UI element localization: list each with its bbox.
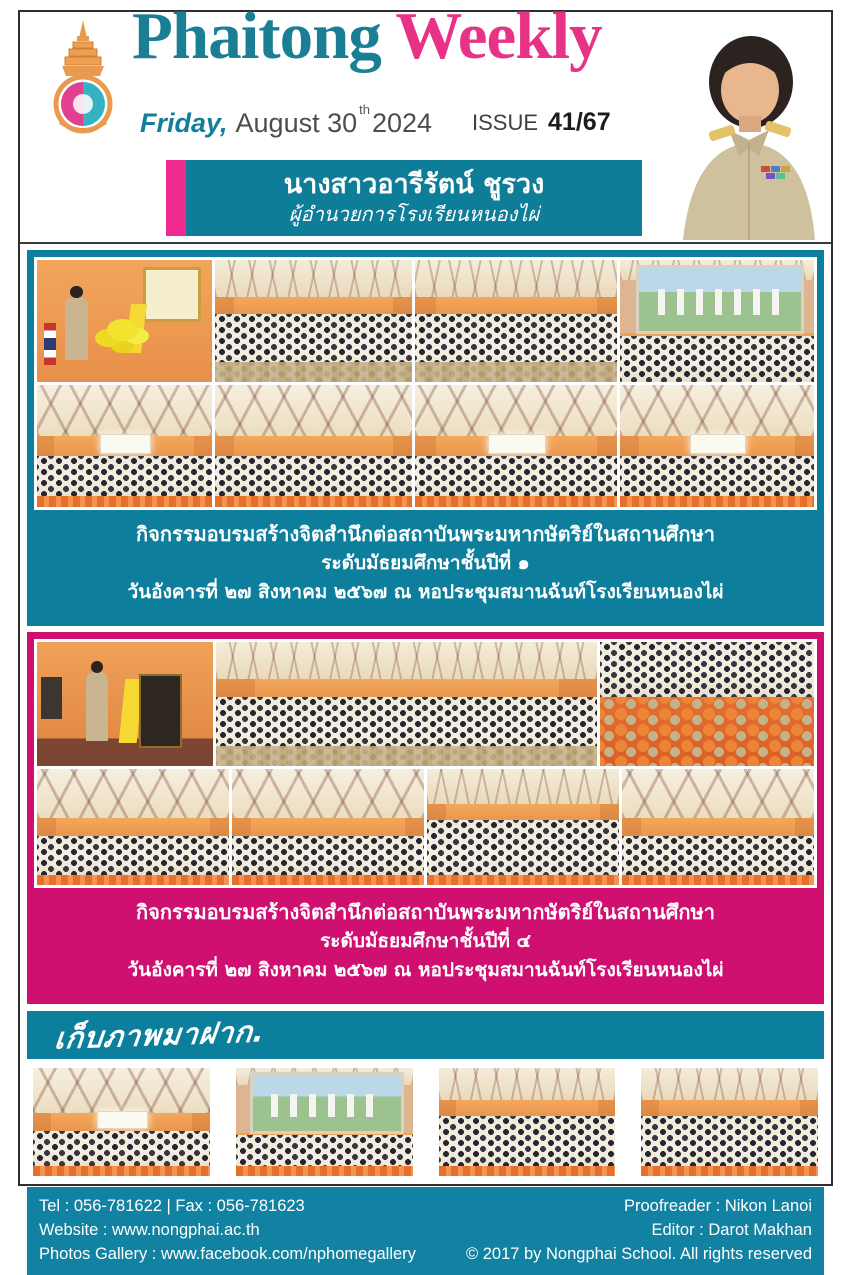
- footer-website: Website : www.nongphai.ac.th: [39, 1220, 260, 1239]
- section-m4-activity: [27, 632, 824, 1004]
- pink-accent-bar: [166, 160, 186, 236]
- director-photo: [673, 24, 825, 240]
- date-ordinal: th: [359, 102, 370, 117]
- issue-number: 41/67: [548, 108, 611, 136]
- caption-line: กิจกรรมอบรมสร้างจิตสำนึกต่อสถาบันพระมหากษัตริย์ในสถานศึกษา: [136, 522, 715, 546]
- photo: [620, 260, 814, 382]
- photo: [622, 769, 814, 885]
- director-title: ผู้อำนวยการโรงเรียนหนองไผ่: [288, 202, 540, 227]
- photo: [215, 260, 413, 382]
- page-frame: [18, 0, 833, 1263]
- photo: [439, 1068, 616, 1176]
- footer-bar: [27, 1187, 824, 1275]
- photo: [415, 385, 617, 507]
- footer-contact: [39, 1195, 416, 1267]
- section-m1-activity: [27, 250, 824, 626]
- newsletter-title: [132, 0, 602, 75]
- date-year: 2024: [371, 108, 433, 138]
- photo: [600, 642, 814, 766]
- gallery-banner-label: เก็บภาพมาฝาก.: [52, 1014, 267, 1056]
- caption-line: ระดับมัธยมศึกษาชั้นปีที่ ๑: [321, 552, 530, 574]
- photo: [620, 385, 814, 507]
- photo: [415, 260, 617, 382]
- photo: [215, 385, 413, 507]
- director-name: นางสาวอารีรัตน์ ชูรวง: [283, 168, 545, 200]
- gallery-banner: [27, 1011, 824, 1059]
- footer-photos-gallery: Photos Gallery : www.facebook.com/nphomegallery: [39, 1244, 416, 1263]
- photo: [37, 385, 212, 507]
- date-monthday: August 30: [235, 108, 358, 138]
- photo: [37, 260, 212, 382]
- photo: [236, 1068, 413, 1176]
- caption-line: กิจกรรมอบรมสร้างจิตสำนึกต่อสถาบันพระมหากษัตริย์ในสถานศึกษา: [136, 900, 715, 924]
- school-logo-icon: [42, 18, 124, 148]
- page-content: [20, 250, 831, 1185]
- issue-date: [140, 102, 432, 139]
- photo: [37, 769, 229, 885]
- photo: [37, 642, 213, 766]
- caption-line: วันอังคารที่ ๒๗ สิงหาคม ๒๕๖๗ ณ หอประชุมสมานฉันท์โรงเรียนหนองไผ่: [127, 958, 724, 981]
- footer-proofreader: Proofreader : Nikon Lanoi: [623, 1197, 812, 1215]
- caption-line: วันอังคารที่ ๒๗ สิงหาคม ๒๕๖๗ ณ หอประชุมสมานฉันท์โรงเรียนหนองไผ่: [127, 580, 724, 603]
- gallery-photo-strip: [27, 1059, 824, 1185]
- section-m1-photo-grid: [34, 257, 817, 510]
- issue-label: ISSUE: [472, 110, 539, 135]
- title-phaitong: Phaitong: [132, 0, 381, 73]
- school-logo: [42, 18, 124, 148]
- issue-info: [472, 108, 611, 137]
- footer-credits: [466, 1195, 812, 1267]
- footer-copyright: © 2017 by Nongphai School. All rights reserved: [465, 1244, 812, 1263]
- title-weekly: Weekly: [380, 0, 602, 73]
- director-portrait-image: [673, 24, 825, 240]
- photo: [232, 769, 424, 885]
- masthead-header: [20, 0, 831, 244]
- section-m4-photo-grid: [34, 639, 817, 888]
- caption-line: ระดับมัธยมศึกษาชั้นปีที่ ๔: [320, 930, 531, 952]
- date-weekday: Friday,: [140, 108, 228, 138]
- footer-editor: Editor : Darot Makhan: [651, 1220, 812, 1239]
- photo: [216, 642, 597, 766]
- section-m4-caption: [34, 888, 817, 997]
- photo: [33, 1068, 210, 1176]
- photo: [641, 1068, 818, 1176]
- section-m1-caption: [34, 510, 817, 619]
- director-banner: [166, 160, 642, 236]
- footer-tel: Tel : 056-781622 | Fax : 056-781623: [39, 1197, 305, 1215]
- photo: [427, 769, 619, 885]
